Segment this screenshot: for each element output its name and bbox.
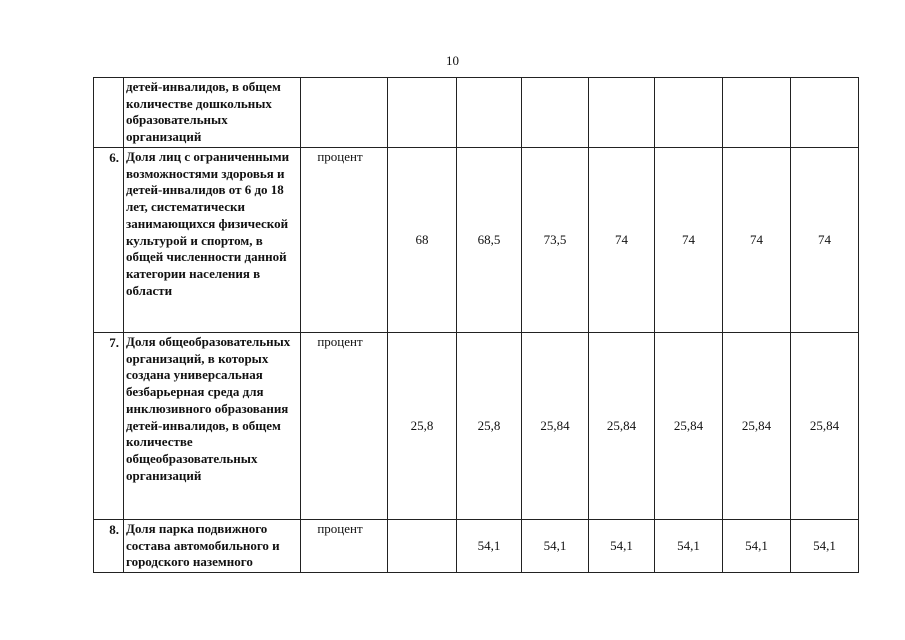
- indicator-value: 25,8: [457, 333, 522, 520]
- table-row: [94, 78, 859, 148]
- indicator-name: детей-инвалидов, в общем количестве дошкольных образовательных организаций: [124, 78, 301, 148]
- indicator-value: [388, 78, 457, 148]
- indicator-value: [655, 78, 723, 148]
- indicator-value: 54,1: [723, 520, 791, 573]
- indicator-value: 68: [388, 148, 457, 333]
- indicator-name: Доля общеобразовательных организаций, в которых создана универсальная безбарьерная среда для инклюзивного образования детей-инвалидов, в общем количестве общеобразовательных организаций: [124, 333, 301, 520]
- indicator-unit: [301, 78, 388, 148]
- indicator-value: 25,84: [589, 333, 655, 520]
- table-row: [94, 333, 859, 520]
- indicator-value: 54,1: [589, 520, 655, 573]
- indicator-value: 54,1: [791, 520, 859, 573]
- indicator-value: 25,8: [388, 333, 457, 520]
- page-number: 10: [446, 53, 459, 68]
- row-number: [94, 78, 124, 148]
- indicator-value: 54,1: [522, 520, 589, 573]
- indicator-name: Доля лиц с ограниченными возможностями здоровья и детей-инвалидов от 6 до 18 лет, систематически занимающихся физической культурой и спортом, в общей численности данной категории населения в области: [124, 148, 301, 333]
- indicator-value: [589, 78, 655, 148]
- indicator-value: 73,5: [522, 148, 589, 333]
- indicator-value: [388, 520, 457, 573]
- table-row: [94, 148, 859, 333]
- indicator-value: [457, 78, 522, 148]
- indicator-unit: процент: [301, 520, 388, 573]
- indicator-value: [522, 78, 589, 148]
- indicator-value: 74: [723, 148, 791, 333]
- row-number: 8.: [94, 520, 124, 573]
- indicator-value: 74: [589, 148, 655, 333]
- table-row: [94, 520, 859, 573]
- indicator-value: 25,84: [723, 333, 791, 520]
- indicator-value: 25,84: [522, 333, 589, 520]
- indicator-value: 25,84: [655, 333, 723, 520]
- indicators-table: [93, 77, 859, 573]
- indicator-value: 68,5: [457, 148, 522, 333]
- indicator-value: [723, 78, 791, 148]
- indicator-value: 54,1: [655, 520, 723, 573]
- row-number: 7.: [94, 333, 124, 520]
- indicator-value: 25,84: [791, 333, 859, 520]
- indicator-value: 74: [655, 148, 723, 333]
- indicator-value: [791, 78, 859, 148]
- row-number: 6.: [94, 148, 124, 333]
- indicator-unit: процент: [301, 333, 388, 520]
- indicator-name: Доля парка подвижного состава автомобильного и городского наземного: [124, 520, 301, 573]
- indicator-value: 54,1: [457, 520, 522, 573]
- indicator-unit: процент: [301, 148, 388, 333]
- indicator-value: 74: [791, 148, 859, 333]
